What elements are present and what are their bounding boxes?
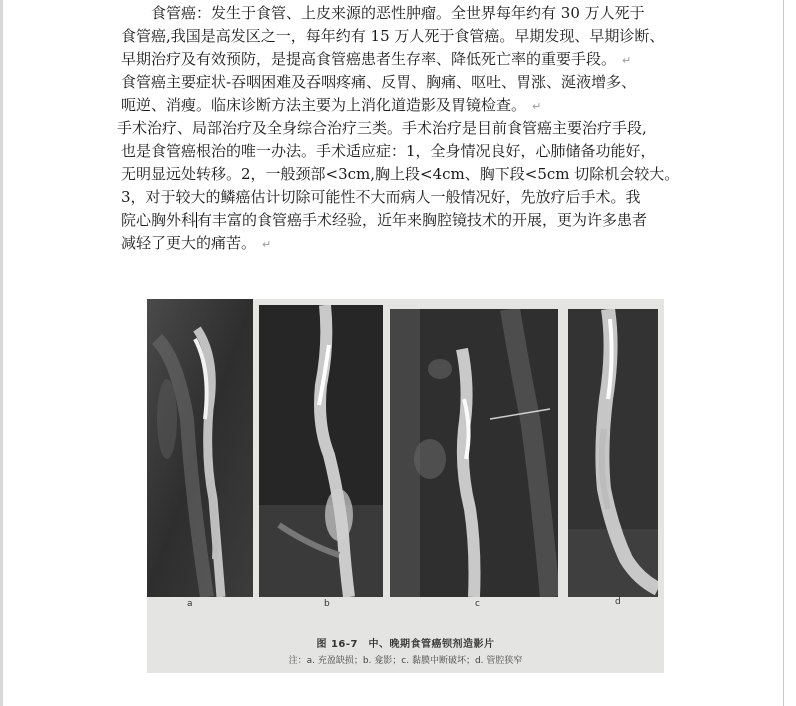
text-line-content: 食管癌：发生于食管、上皮来源的恶性肿瘤。全世界每年约有 30 万人死于	[151, 4, 645, 22]
xray-panel-a	[147, 299, 253, 597]
panel-label-a: a	[187, 599, 193, 609]
figure-caption-note: 注：a. 充盈缺损；b. 龛影；c. 黏膜中断破坏；d. 管腔狭窄	[288, 656, 523, 666]
panel-label-c: c	[475, 599, 480, 609]
text-line-content: 食管癌,我国是高发区之一，每年约有 15 万人死于食管癌。早期发现、早期诊断、	[121, 27, 665, 45]
text-line	[121, 25, 681, 48]
paragraph-mark-icon: ↵	[532, 100, 542, 113]
page-left-edge	[0, 0, 3, 706]
xray-panel-b	[259, 305, 383, 597]
page-right-edge	[783, 0, 784, 706]
xray-panel-c	[390, 309, 558, 597]
text-line-content: 食管癌主要症状-吞咽困难及吞咽疼痛、反胃、胸痛、呕吐、胃涨、涎液增多、	[121, 73, 637, 91]
panel-label-d: d	[615, 597, 621, 607]
text-line-content: 也是食管癌根治的唯一办法。手术适应症：1，全身情况良好，心肺储备功能好，	[121, 142, 656, 160]
text-line	[121, 140, 681, 163]
text-line-content: 呃逆、消瘦。临床诊断方法主要为上消化道造影及胃镜检查。	[121, 96, 527, 114]
text-line	[121, 163, 681, 186]
text-line	[121, 2, 681, 25]
text-line-content: 院心胸外科	[121, 211, 197, 229]
paragraph-mark-icon: ↵	[622, 54, 632, 67]
text-line	[121, 209, 681, 232]
paragraph-mark-icon: ↵	[262, 238, 272, 251]
text-line-content: 手术治疗、局部治疗及全身综合治疗三类。手术治疗是目前食管癌主要治疗手段,	[117, 119, 647, 137]
xray-figure[interactable]	[147, 299, 664, 673]
figure-caption-title: 图 16-7 中、晚期食管癌钡剂造影片	[316, 639, 495, 650]
text-line	[121, 48, 681, 71]
text-line	[121, 94, 681, 117]
text-line	[121, 232, 681, 255]
text-line	[121, 186, 681, 209]
text-line	[121, 71, 681, 94]
text-line-content: 无明显远处转移。2，一般颈部<3cm,胸上段<4cm、胸下段<5cm 切除机会较大。	[121, 165, 680, 183]
text-line	[117, 117, 681, 140]
text-line-content: 减轻了更大的痛苦。	[121, 234, 257, 252]
document-body[interactable]	[117, 2, 681, 255]
text-line-content: 有丰富的食管癌手术经验，近年来胸腔镜技术的开展，更为许多患者	[197, 211, 648, 229]
xray-panel-d	[568, 309, 658, 597]
text-line-content: 早期治疗及有效预防，是提高食管癌患者生存率、降低死亡率的重要手段。	[121, 50, 617, 68]
text-line-content: 3，对于较大的鳞癌估计切除可能性不大而病人一般情况好，先放疗后手术。我	[121, 188, 641, 206]
panel-label-b: b	[324, 599, 330, 609]
